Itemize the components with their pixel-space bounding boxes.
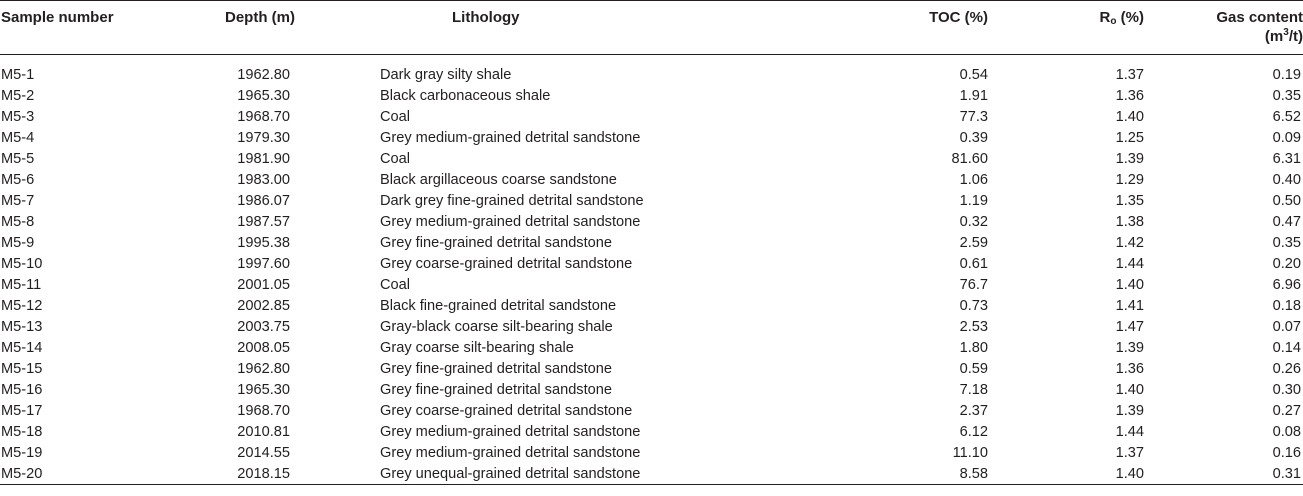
header-gas-unit-superscript: 3 [1283,27,1289,38]
depth-cell: 1968.70 [237,108,290,125]
header-ro-symbol: R [1099,9,1111,26]
lithology-cell: Grey coarse-grained detrital sandstone [380,402,633,419]
sample-number-cell: M5-20 [1,465,43,482]
lithology-cell: Grey medium-grained detrital sandstone [380,129,641,146]
ro-cell: 1.40 [1115,108,1144,125]
ro-cell: 1.41 [1115,297,1144,314]
ro-cell: 1.35 [1115,192,1144,209]
sample-number-cell: M5-14 [1,339,43,356]
table-row [0,442,1303,463]
gas-content-cell: 0.07 [1272,318,1301,335]
sample-number-cell: M5-1 [1,66,35,83]
toc-cell: 2.53 [959,318,988,335]
toc-cell: 1.19 [959,192,988,209]
header-ro-unit: (%) [1116,9,1144,26]
ro-cell: 1.25 [1115,129,1144,146]
sample-number-cell: M5-3 [1,108,35,125]
ro-cell: 1.37 [1115,66,1144,83]
header-gas-unit-open: (m [1264,28,1284,45]
toc-cell: 1.80 [959,339,988,356]
toc-cell: 2.37 [959,402,988,419]
depth-cell: 1979.30 [237,129,290,146]
table-row [0,316,1303,337]
lithology-cell: Dark grey fine-grained detrital sandstone [380,192,644,209]
gas-content-cell: 0.30 [1272,381,1301,398]
table-row [0,253,1303,274]
depth-cell: 2008.05 [237,339,290,356]
sample-number-cell: M5-4 [1,129,35,146]
depth-cell: 1962.80 [237,66,290,83]
header-gas-unit-close: /t) [1288,28,1303,45]
ro-cell: 1.38 [1115,213,1144,230]
ro-cell: 1.40 [1115,381,1144,398]
table-row [0,106,1303,127]
table-row [0,148,1303,169]
toc-cell: 0.39 [959,129,988,146]
sample-number-cell: M5-16 [1,381,43,398]
ro-cell: 1.40 [1115,465,1144,482]
toc-cell: 1.06 [959,171,988,188]
header-gas-label: Gas content [1216,9,1303,26]
table-row [0,400,1303,421]
gas-content-cell: 6.31 [1272,150,1301,167]
gas-content-cell: 0.40 [1272,171,1301,188]
table-row [0,358,1303,379]
sample-number-cell: M5-17 [1,402,43,419]
gas-content-cell: 6.52 [1272,108,1301,125]
header-toc: TOC (%) [929,9,988,26]
ro-cell: 1.39 [1115,339,1144,356]
table-row [0,211,1303,232]
sample-number-cell: M5-13 [1,318,43,335]
header-ro-subscript: o [1110,16,1117,27]
toc-cell: 2.59 [959,234,988,251]
table-row [0,421,1303,442]
lithology-cell: Dark gray silty shale [380,66,512,83]
sample-number-cell: M5-5 [1,150,35,167]
sample-number-cell: M5-11 [1,276,42,293]
gas-content-cell: 0.19 [1272,66,1301,83]
lithology-cell: Coal [380,150,411,167]
sample-number-cell: M5-7 [1,192,35,209]
table-row [0,232,1303,253]
table-row [0,55,1303,86]
ro-cell: 1.36 [1115,360,1144,377]
table-row [0,169,1303,190]
lithology-cell: Gray-black coarse silt-bearing shale [380,318,613,335]
lithology-cell: Grey medium-grained detrital sandstone [380,444,641,461]
gas-content-cell: 0.47 [1272,213,1301,230]
toc-cell: 0.73 [959,297,988,314]
depth-cell: 1965.30 [237,381,290,398]
lithology-cell: Grey fine-grained detrital sandstone [380,381,613,398]
sample-number-cell: M5-19 [1,444,43,461]
gas-content-cell: 6.96 [1272,276,1301,293]
gas-content-cell: 0.14 [1272,339,1301,356]
toc-cell: 0.61 [959,255,988,272]
toc-cell: 8.58 [959,465,988,482]
ro-cell: 1.39 [1115,150,1144,167]
table-row [0,463,1303,485]
table-header-row [0,1,1303,55]
depth-cell: 2014.55 [237,444,290,461]
depth-cell: 2018.15 [237,465,290,482]
gas-content-cell: 0.26 [1272,360,1301,377]
lithology-cell: Grey coarse-grained detrital sandstone [380,255,633,272]
gas-content-cell: 0.27 [1272,402,1301,419]
table-row [0,190,1303,211]
ro-cell: 1.47 [1115,318,1144,335]
depth-cell: 2003.75 [237,318,290,335]
table-row [0,274,1303,295]
sample-number-cell: M5-12 [1,297,43,314]
lithology-cell: Coal [380,108,411,125]
lithology-cell: Black carbonaceous shale [380,87,551,104]
table-row [0,379,1303,400]
sample-number-cell: M5-10 [1,255,43,272]
lithology-cell: Grey fine-grained detrital sandstone [380,360,613,377]
gas-content-cell: 0.08 [1272,423,1301,440]
toc-cell: 1.91 [959,87,988,104]
depth-cell: 1981.90 [237,150,290,167]
ro-cell: 1.37 [1115,444,1144,461]
table-body [0,55,1303,485]
ro-cell: 1.44 [1115,255,1144,272]
lithology-cell: Black argillaceous coarse sandstone [380,171,617,188]
depth-cell: 1965.30 [237,87,290,104]
sample-number-cell: M5-9 [1,234,35,251]
toc-cell: 0.59 [959,360,988,377]
gas-content-cell: 0.50 [1272,192,1301,209]
gas-content-cell: 0.18 [1272,297,1301,314]
depth-cell: 1962.80 [237,360,290,377]
header-depth: Depth (m) [225,9,295,26]
table-row [0,85,1303,106]
ro-cell: 1.29 [1115,171,1144,188]
header-ro [988,1,1144,55]
gas-content-cell: 0.31 [1272,465,1301,482]
depth-cell: 1997.60 [237,255,290,272]
depth-cell: 2010.81 [237,423,290,440]
sample-number-cell: M5-2 [1,87,35,104]
toc-cell: 7.18 [959,381,988,398]
toc-cell: 0.54 [959,66,988,83]
table-row [0,337,1303,358]
depth-cell: 1986.07 [237,192,290,209]
ro-cell: 1.36 [1115,87,1144,104]
gas-content-cell: 0.20 [1272,255,1301,272]
table-row [0,295,1303,316]
depth-cell: 1968.70 [237,402,290,419]
header-lithology: Lithology [452,9,520,26]
sample-number-cell: M5-8 [1,213,35,230]
lithology-cell: Grey medium-grained detrital sandstone [380,423,641,440]
ro-cell: 1.42 [1115,234,1144,251]
header-gas-content [1144,1,1303,55]
sample-number-cell: M5-6 [1,171,35,188]
lithology-cell: Gray coarse silt-bearing shale [380,339,574,356]
ro-cell: 1.40 [1115,276,1144,293]
header-sample-number: Sample number [1,9,114,26]
ro-cell: 1.39 [1115,402,1144,419]
toc-cell: 77.3 [959,108,988,125]
table-row [0,127,1303,148]
lithology-cell: Grey fine-grained detrital sandstone [380,234,613,251]
lithology-cell: Black fine-grained detrital sandstone [380,297,617,314]
depth-cell: 1995.38 [237,234,290,251]
gas-content-cell: 0.09 [1272,129,1301,146]
gas-content-cell: 0.35 [1272,234,1301,251]
depth-cell: 2002.85 [237,297,290,314]
toc-cell: 76.7 [959,276,988,293]
lithology-cell: Grey unequal-grained detrital sandstone [380,465,641,482]
gas-content-cell: 0.16 [1272,444,1301,461]
sample-number-cell: M5-15 [1,360,43,377]
gas-content-cell: 0.35 [1272,87,1301,104]
depth-cell: 1983.00 [237,171,290,188]
toc-cell: 81.60 [951,150,988,167]
toc-cell: 0.32 [959,213,988,230]
ro-cell: 1.44 [1115,423,1144,440]
toc-cell: 6.12 [959,423,988,440]
depth-cell: 2001.05 [237,276,290,293]
lithology-cell: Coal [380,276,411,293]
toc-cell: 11.10 [952,444,988,461]
depth-cell: 1987.57 [237,213,290,230]
sample-number-cell: M5-18 [1,423,43,440]
lithology-cell: Grey medium-grained detrital sandstone [380,213,641,230]
